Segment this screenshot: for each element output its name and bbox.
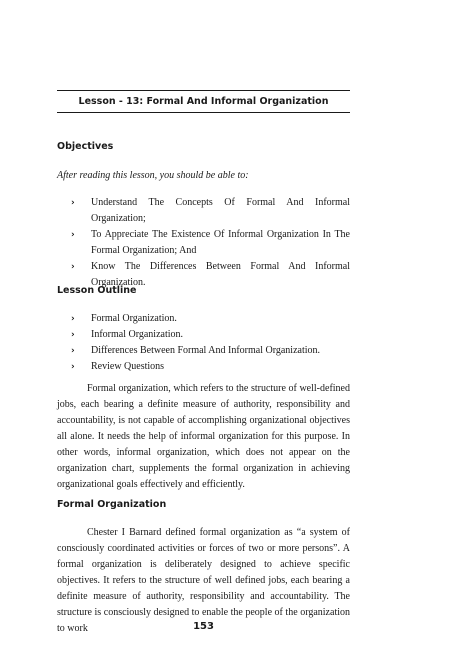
list-item	[57, 195, 350, 227]
list-item	[57, 311, 350, 327]
chevron-right-icon: ›	[71, 330, 75, 340]
outline-text: Informal Organization.	[91, 329, 184, 340]
formal-organization-heading: Formal Organization	[57, 499, 167, 510]
page-number: 153	[193, 621, 214, 632]
objectives-heading: Objectives	[57, 141, 114, 152]
chevron-right-icon: ›	[71, 262, 75, 272]
objectives-list	[57, 195, 350, 291]
chevron-right-icon: ›	[71, 198, 75, 208]
bottom-rule	[57, 112, 350, 113]
list-item	[57, 343, 350, 359]
list-item	[57, 359, 350, 375]
objective-text: Understand The Concepts Of Formal And Informal Organization;	[91, 197, 350, 224]
lesson-outline-list	[57, 311, 350, 375]
list-item	[57, 227, 350, 259]
chevron-right-icon: ›	[71, 362, 75, 372]
objective-text: Know The Differences Between Formal And Informal Organization.	[91, 261, 350, 288]
objectives-intro: After reading this lesson, you should be able to:	[57, 170, 249, 181]
outline-text: Differences Between Formal And Informal Organization.	[91, 345, 321, 356]
intro-paragraph: Formal organization, which refers to the structure of well-defined jobs, each bearing a definite measure of authority, responsibility and accountability, is not capable of accomplishing organizational objectives all alone. It needs the help of informal organization for this purpose. In other words, informal organization, which does not appear on the organization chart, supplements the formal organization in achieving organizational goals effectively and efficiently.	[57, 383, 350, 490]
outline-text: Formal Organization.	[91, 313, 177, 324]
lesson-outline-heading: Lesson Outline	[57, 285, 137, 296]
top-rule	[57, 90, 350, 91]
list-item	[57, 327, 350, 343]
chevron-right-icon: ›	[71, 346, 75, 356]
lesson-title: Lesson - 13: Formal And Informal Organization	[78, 96, 329, 107]
chevron-right-icon: ›	[71, 230, 75, 240]
objective-text: To Appreciate The Existence Of Informal Organization In The Formal Organization; And	[91, 229, 350, 256]
chevron-right-icon: ›	[71, 314, 75, 324]
formal-organization-paragraph: Chester I Barnard defined formal organization as “a system of consciously coordinated activities or forces of two or more persons”. A formal organization is deliberately designed to achieve specific objectives. It refers to the structure of well defined jobs, each bearing a definite measure of authority, responsibility and accountability. The structure is consciously designed to enable the people of the organization to work	[57, 527, 350, 634]
outline-text: Review Questions	[91, 361, 165, 372]
